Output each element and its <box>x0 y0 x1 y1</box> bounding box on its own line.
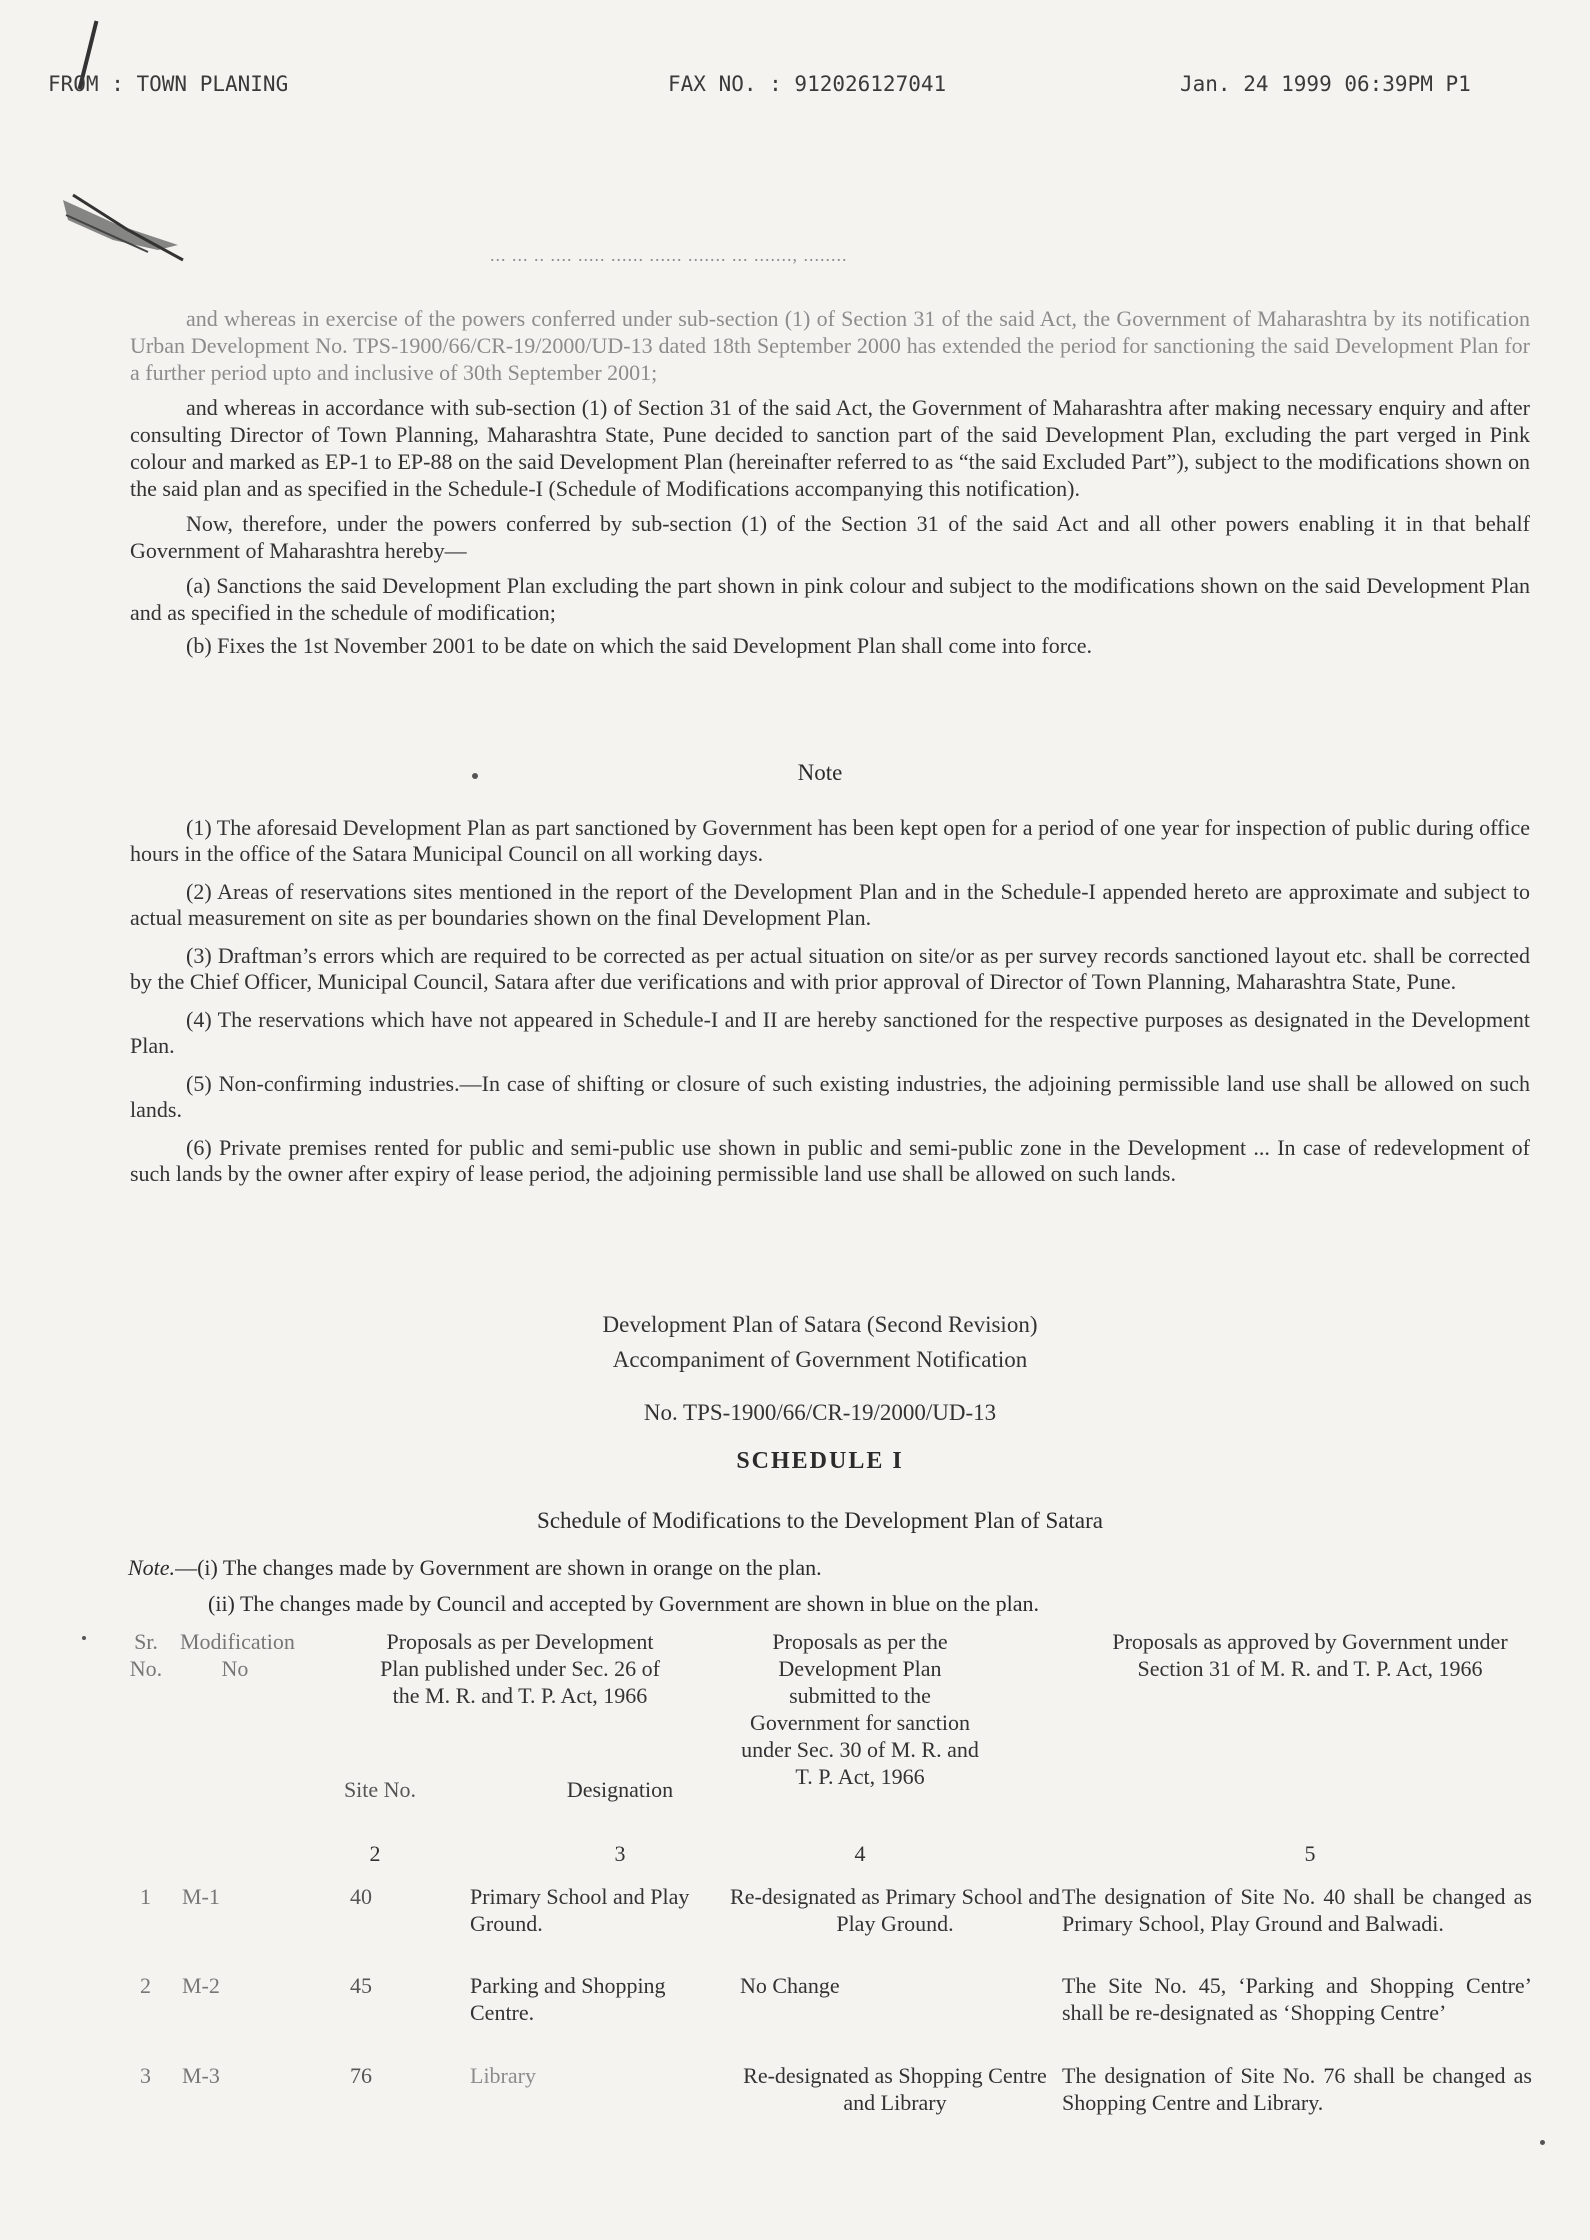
row-designation: Library <box>470 2063 536 2088</box>
note-heading: Note <box>797 760 843 785</box>
row-submitted: Re-designated as Shopping Centre and Library <box>743 2063 1047 2115</box>
intro-paragraph-1: and whereas in exercise of the powers conferred under sub-section (1) of Section 31 of the said Act, the Government of Maharashtra by its notification Urban Development No. TPS-1900/66/CR-19/2000/UD-13 dated 18th September 2000 has extended the period for sanctioning the said Development Plan for a further period upto and inclusive of 30th September 2001; <box>130 306 1530 385</box>
row-sr: 3 <box>140 2063 151 2088</box>
fax-number: FAX NO. : 912026127041 <box>668 72 947 96</box>
row-approved: The designation of Site No. 40 shall be changed as Primary School, Play Ground and Balwadi. <box>1062 1884 1532 1936</box>
header-site-no: Site No. <box>343 1777 417 1802</box>
intro-paragraph-3: Now, therefore, under the powers conferred by sub-section (1) of the Section 31 of the said Act and all other powers enabling it in that behalf Government of Maharashtra hereby— <box>130 511 1530 563</box>
header-sr-no: Sr. No. <box>129 1629 163 1681</box>
smudged-stamp-icon <box>58 190 188 270</box>
scan-speck <box>82 1636 86 1640</box>
header-approved-proposals: Proposals as approved by Government under Section 31 of M. R. and T. P. Act, 1966 <box>1112 1629 1508 1681</box>
row-designation: Primary School and Play Ground. <box>470 1884 690 1936</box>
row-site-no: 76 <box>350 2063 372 2088</box>
schedule-note-1-text: —(i) The changes made by Government are shown in orange on the plan. <box>175 1555 822 1580</box>
header-designation: Designation <box>566 1777 674 1802</box>
schedule-note-1 <box>128 1550 1528 1586</box>
row-modification: M-3 <box>182 2063 220 2088</box>
schedule-title: SCHEDULE I <box>736 1448 904 1474</box>
note-item: (4) The reservations which have not appeared in Schedule-I and II are hereby sanctioned for the respective purposes as designated in the Development Plan. <box>130 1007 1530 1058</box>
row-sr: 1 <box>140 1884 151 1909</box>
intro-section <box>130 305 1530 665</box>
intro-paragraph-2: and whereas in accordance with sub-section (1) of Section 31 of the said Act, the Government of Maharashtra after making necessary enquiry and after consulting Director of Town Planning, Maharashtra State, Pune decided to sanction part of the said Development Plan, excluding the part verged in Pink colour and marked as EP-1 to EP-88 on the said Development Plan (hereinafter referred to as “the said Excluded Part”), subject to the modifications shown on the said plan and as specified in the Schedule-I (Schedule of Modifications accompanying this notification). <box>130 395 1530 501</box>
note-item: (3) Draftman’s errors which are required to be corrected as per actual situation on site/or as per survey records sanctioned layout etc. shall be corrected by the Chief Officer, Municipal Council, Satara after due verifications and with prior approval of Director of Town Planning, Maharashtra State, Pune. <box>130 943 1530 994</box>
scan-speck <box>472 773 478 779</box>
note-item: (6) Private premises rented for public and semi-public use shown in public and semi-public zone in the Development ... In case of redevelopment of such lands by the owner after expiry of lease period, the adjoining permissible land use shall be allowed on such lands. <box>130 1135 1530 1186</box>
notes-list <box>130 815 1530 1199</box>
header-modification-no: Modification No <box>180 1629 295 1681</box>
header-published-proposals: Proposals as per Development Plan published under Sec. 26 of the M. R. and T. P. Act, 1966 <box>380 1629 660 1708</box>
column-number: 5 <box>1304 1841 1316 1866</box>
row-site-no: 40 <box>350 1884 372 1909</box>
schedule-notes <box>128 1550 1528 1622</box>
row-site-no: 45 <box>350 1973 372 1998</box>
schedule-note-label: Note. <box>128 1555 176 1580</box>
fax-from: FROM : TOWN PLANING <box>48 72 289 96</box>
fax-date: Jan. 24 1999 06:39PM P1 <box>1180 72 1471 96</box>
illegible-header-line: ... ... .. .... ..... ...... ...... ....... ... ......., ........ <box>490 245 848 265</box>
intro-item-b: (b) Fixes the 1st November 2001 to be date on which the said Development Plan shall come into force. <box>186 633 1093 658</box>
row-submitted: Re-designated as Primary School and Play Ground. <box>730 1884 1060 1936</box>
plan-title: Development Plan of Satara (Second Revision) <box>602 1312 1038 1337</box>
row-modification: M-2 <box>182 1973 220 1998</box>
header-submitted-proposals: Proposals as per the Development Plan submitted to the Government for sanction under Sec. 30 of M. R. and T. P. Act, 1966 <box>741 1629 979 1789</box>
row-designation: Parking and Shopping Centre. <box>470 1973 666 2025</box>
intro-item-a: (a) Sanctions the said Development Plan excluding the part shown in pink colour and subject to the modifications shown on the said Development Plan and as specified in the schedule of modification; <box>130 573 1530 625</box>
note-item: (2) Areas of reservations sites mentioned in the report of the Development Plan and in the Schedule-I appended hereto are approximate and subject to actual measurement on site as per boundaries shown on the final Development Plan. <box>130 879 1530 930</box>
note-item: (1) The aforesaid Development Plan as part sanctioned by Government has been kept open for a period of one year for inspection of public during office hours in the office of the Satara Municipal Council on all working days. <box>130 815 1530 866</box>
column-number: 2 <box>369 1841 381 1866</box>
schedule-subtitle: Schedule of Modifications to the Development Plan of Satara <box>537 1508 1103 1533</box>
scan-speck <box>1540 2140 1545 2145</box>
column-number: 4 <box>854 1841 866 1866</box>
row-modification: M-1 <box>182 1884 220 1909</box>
row-submitted: No Change <box>740 1973 840 1998</box>
column-number: 3 <box>614 1841 626 1866</box>
fax-header <box>48 72 1560 112</box>
note-item: (5) Non-confirming industries.—In case of shifting or closure of such existing industries, the adjoining permissible land use shall be allowed on such lands. <box>130 1071 1530 1122</box>
plan-subtitle: Accompaniment of Government Notification <box>612 1347 1028 1372</box>
row-sr: 2 <box>140 1973 151 1998</box>
row-approved: The Site No. 45, ‘Parking and Shopping Centre’ shall be re-designated as ‘Shopping Centre’ <box>1062 1973 1532 2025</box>
notification-number: No. TPS-1900/66/CR-19/2000/UD-13 <box>643 1400 997 1425</box>
row-approved: The designation of Site No. 76 shall be changed as Shopping Centre and Library. <box>1062 2063 1532 2115</box>
schedule-note-2: (ii) The changes made by Council and accepted by Government are shown in blue on the plan. <box>208 1591 1040 1616</box>
